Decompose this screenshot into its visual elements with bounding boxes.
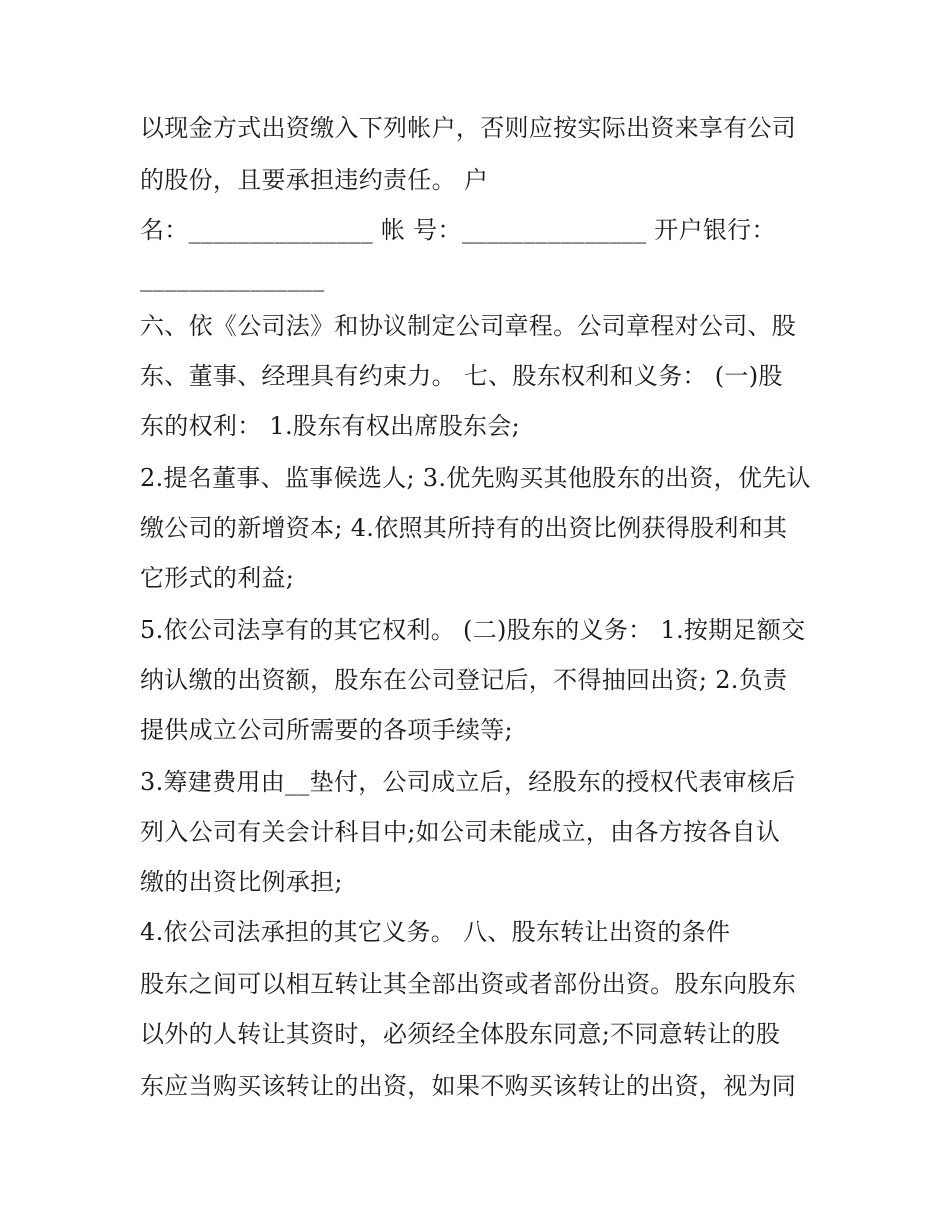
- text-line: 它形式的利益;: [140, 564, 295, 592]
- text-line: 2.提名董事、监事候选人; 3.优先购买其他股东的出资，优先认: [140, 464, 811, 492]
- text-line: 纳认缴的出资额，股东在公司登记后，不得抽回出资; 2.负责: [140, 666, 788, 694]
- text-line: 4.依公司法承担的其它义务。 八、股东转让出资的条件: [140, 918, 731, 946]
- text-line: 列入公司有关会计科目中;如公司未能成立，由各方按各自认: [140, 818, 781, 846]
- text-line: 名：_______________ 帐 号：_______________ 开户银行：: [140, 216, 776, 244]
- text-line: 的股份，且要承担违约责任。 户: [140, 166, 489, 194]
- text-line: 缴公司的新增资本; 4.依照其所持有的出资比例获得股利和其: [140, 514, 788, 542]
- text-line: 东应当购买该转让的出资，如果不购买该转让的出资，视为同: [140, 1072, 797, 1100]
- text-line: 东的权利： 1.股东有权出席股东会;: [140, 412, 521, 440]
- text-line: 东、董事、经理具有约束力。 七、股东权利和义务： (一)股: [140, 362, 783, 390]
- text-line: 5.依公司法享有的其它权利。 (二)股东的义务： 1.按期足额交: [140, 616, 806, 644]
- text-line: 以外的人转让其资时，必须经全体股东同意;不同意转让的股: [140, 1020, 781, 1048]
- text-line: _______________: [140, 264, 325, 292]
- text-line: 提供成立公司所需要的各项手续等;: [140, 716, 513, 744]
- text-line: 3.筹建费用由__垫付，公司成立后，经股东的授权代表审核后: [140, 768, 796, 796]
- text-line: 缴的出资比例承担;: [140, 868, 343, 896]
- text-line: 六、依《公司法》和协议制定公司章程。公司章程对公司、股: [140, 312, 797, 340]
- text-line: 股东之间可以相互转让其全部出资或者部份出资。股东向股东: [140, 970, 797, 998]
- text-line: 以现金方式出资缴入下列帐户，否则应按实际出资来享有公司: [140, 114, 797, 142]
